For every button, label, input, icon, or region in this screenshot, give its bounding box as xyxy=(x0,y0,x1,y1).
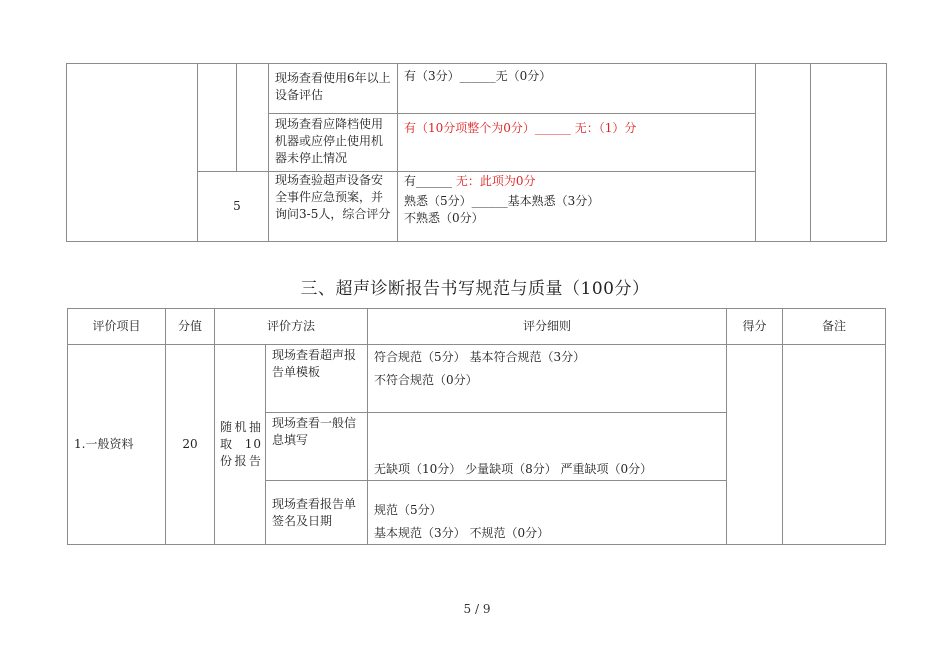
header-detail: 评分细则 xyxy=(368,309,727,345)
detail-text: 不符合规范（0分） xyxy=(374,373,478,387)
detail-text: 熟悉（5分）______基本熟悉（3分） xyxy=(404,194,600,208)
method-cell: 现场查看一般信息填写 xyxy=(266,413,368,481)
detail-cell xyxy=(368,481,727,545)
page-number: 5 / 9 xyxy=(463,602,491,616)
header-method: 评价方法 xyxy=(215,309,368,345)
detail-cell: 有（3分）______无（0分） xyxy=(398,64,756,114)
got-score-cell xyxy=(756,64,811,242)
item-cell: 1.一般资料 xyxy=(68,345,166,545)
detail-cell xyxy=(368,345,727,413)
method-cell: 现场查看应降档使用机器或应停止使用机器未停止情况 xyxy=(269,114,398,172)
header-note: 备注 xyxy=(783,309,886,345)
note-cell xyxy=(783,345,886,545)
detail-text: 不熟悉（0分） xyxy=(404,211,484,225)
detail-cell: 无缺项（10分） 少量缺项（8分） 严重缺项（0分） xyxy=(368,413,727,481)
detail-text: 基本规范（3分） 不规范（0分） xyxy=(374,526,550,540)
method-cell: 现场查看超声报告单模板 xyxy=(266,345,368,413)
report-quality-table xyxy=(67,308,886,545)
detail-text: 符合规范（5分） 基本符合规范（3分） xyxy=(374,350,586,364)
item-cell xyxy=(67,64,198,242)
header-item: 评价项目 xyxy=(68,309,166,345)
method-cell: 现场查看使用6年以上设备评估 xyxy=(269,64,398,114)
section-title: 三、超声诊断报告书写规范与质量（100分） xyxy=(300,279,650,299)
detail-cell: 有（10分项整个为0分）______ 无：（1）分 xyxy=(398,114,756,172)
score-cell: 5 xyxy=(198,172,269,242)
header-score: 分值 xyxy=(166,309,215,345)
header-got: 得分 xyxy=(727,309,783,345)
sampling-cell: 随机抽取10份报告 xyxy=(215,345,266,545)
note-cell xyxy=(811,64,887,242)
detail-text: 规范（5分） xyxy=(374,503,442,517)
top-evaluation-table xyxy=(66,63,887,242)
score-cell: 20 xyxy=(166,345,215,545)
got-score-cell xyxy=(727,345,783,545)
detail-text: 有______ xyxy=(404,174,453,188)
detail-cell xyxy=(398,172,756,242)
detail-text-red: 无：此项为0分 xyxy=(452,174,536,188)
method-cell: 现场查验超声设备安全事件应急预案，并询问3-5人，综合评分 xyxy=(269,172,398,242)
score-cell xyxy=(198,64,237,172)
method-cell: 现场查看报告单签名及日期 xyxy=(266,481,368,545)
